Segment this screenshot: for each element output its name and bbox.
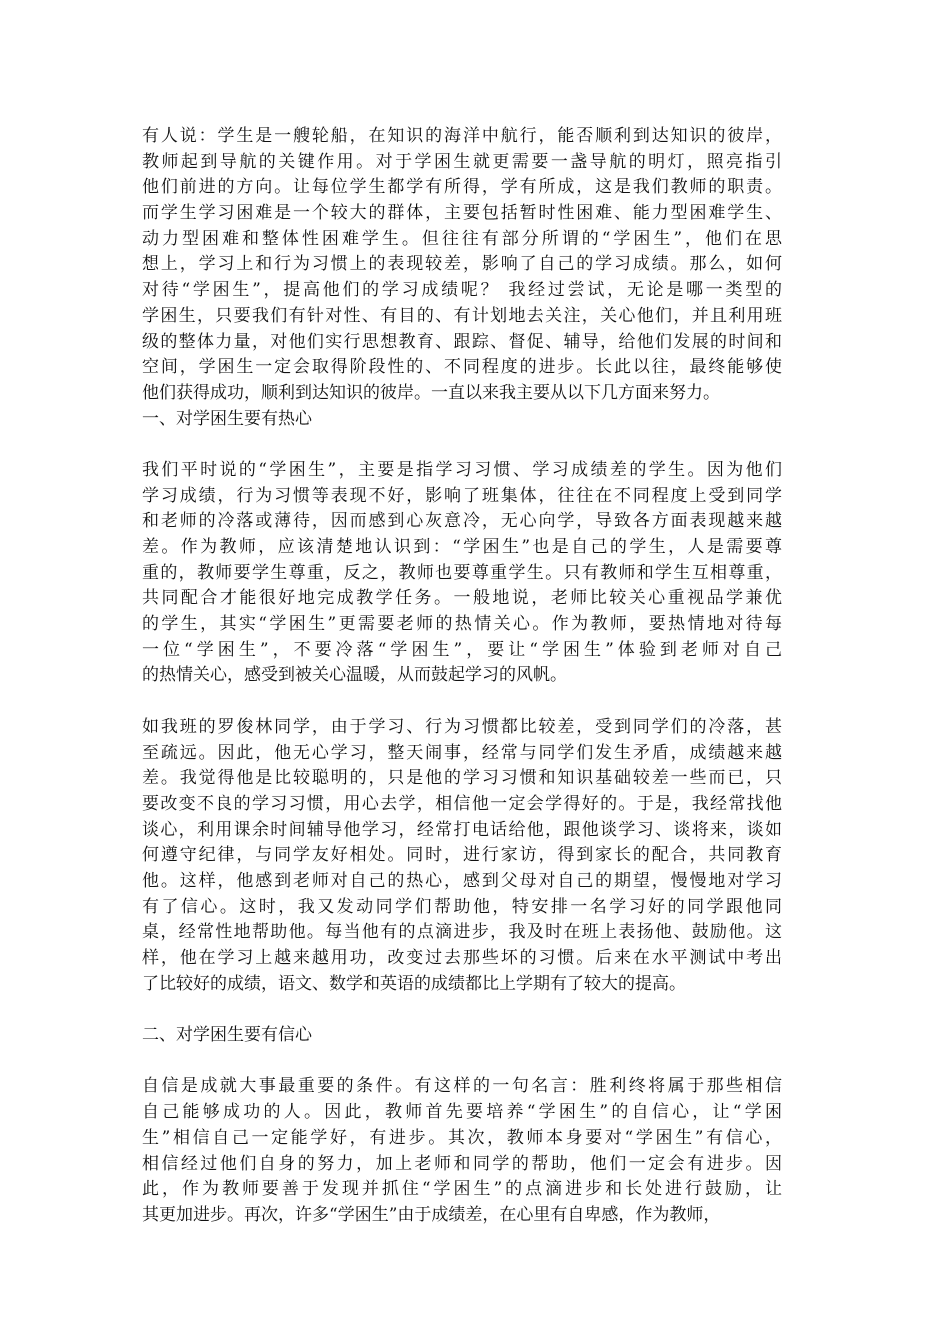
text-line: 共同配合才能很好地完成教学任务。一般地说，老师比较关心重视品学兼优 (142, 588, 782, 609)
section-heading-2: 二、对学困生要有信心 (142, 1025, 312, 1046)
text-line: 至疏远。因此，他无心学习，整天闹事，经常与同学们发生矛盾，成绩越来越 (142, 742, 782, 763)
text-line: 重的，教师要学生尊重，反之，教师也要尊重学生。只有教师和学生互相尊重， (142, 562, 782, 583)
text-line: 想上，学习上和行为习惯上的表现较差，影响了自己的学习成绩。那么，如何 (142, 254, 782, 275)
section-2-paragraph-1 (142, 1074, 782, 1228)
text-line: 何遵守纪律，与同学友好相处。同时，进行家访，得到家长的配合，共同教育 (142, 845, 782, 866)
text-line: 对待“学困生”，提高他们的学习成绩呢？ 我经过尝试，无论是哪一类型的 (142, 280, 782, 301)
text-line: 他们前进的方向。让每位学生都学有所得，学有所成，这是我们教师的职责。 (142, 177, 782, 198)
text-line: 有了信心。这时，我又发动同学们帮助他，特安排一名学习好的同学跟他同 (142, 896, 782, 917)
text-line: 一位“学困生”，不要冷落“学困生”，要让“学困生”体验到老师对自己 (142, 639, 782, 660)
text-line: 有人说：学生是一艘轮船，在知识的海洋中航行，能否顺利到达知识的彼岸， (142, 126, 782, 146)
text-line: 了比较好的成绩，语文、数学和英语的成绩都比上学期有了较大的提高。 (142, 973, 686, 994)
text-line: 自信是成就大事最重要的条件。有这样的一句名言：胜利终将属于那些相信 (142, 1076, 782, 1097)
text-line: 的学生，其实“学困生”更需要老师的热情关心。作为教师，要热情地对待每 (142, 614, 782, 635)
text-line: 差。作为教师，应该清楚地认识到：“学困生”也是自己的学生，人是需要尊 (142, 537, 782, 557)
text-line: 动力型困难和整体性困难学生。但往往有部分所谓的“学困生”，他们在思 (142, 228, 782, 249)
section-heading-1: 一、对学困生要有热心 (142, 408, 312, 429)
section-1-paragraph-1 (142, 458, 782, 689)
text-line: 要改变不良的学习习惯，用心去学，相信他一定会学得好的。于是，我经常找他 (142, 793, 782, 814)
text-line: 空间，学困生一定会取得阶段性的、不同程度的进步。长此以往，最终能够使 (142, 357, 782, 378)
text-line: 相信经过他们自身的努力，加上老师和同学的帮助，他们一定会有进步。因 (142, 1153, 782, 1174)
paragraph-gap (142, 432, 782, 458)
text-line: 他们获得成功，顺利到达知识的彼岸。一直以来我主要从以下几方面来努力。 (142, 382, 720, 403)
text-line: 谈心，利用课余时间辅导他学习，经常打电话给他，跟他谈学习、谈将来，谈如 (142, 819, 782, 840)
text-line: 他。这样，他感到老师对自己的热心，感到父母对自己的期望，慢慢地对学习 (142, 870, 782, 891)
text-line: 我们平时说的“学困生”，主要是指学习习惯、学习成绩差的学生。因为他们 (142, 459, 782, 480)
paragraph-gap (142, 997, 782, 1023)
intro-paragraph (142, 124, 782, 407)
text-line: 生”相信自己一定能学好，有进步。其次，教师本身要对“学困生”有信心， (142, 1127, 782, 1148)
text-line: 的热情关心，感受到被关心温暖，从而鼓起学习的风帆。 (142, 665, 567, 686)
text-line: 教师起到导航的关键作用。对于学困生就更需要一盏导航的明灯，照亮指引 (142, 151, 782, 172)
text-line: 而学生学习困难是一个较大的群体，主要包括暂时性困难、能力型困难学生、 (142, 203, 782, 224)
text-line: 此，作为教师要善于发现并抓住“学困生”的点滴进步和长处进行鼓励，让 (142, 1179, 782, 1200)
paragraph-gap (142, 689, 782, 715)
text-line: 和老师的冷落或薄待，因而感到心灰意冷，无心向学，导致各方面表现越来越 (142, 511, 782, 532)
text-line: 学习成绩，行为习惯等表现不好，影响了班集体，往往在不同程度上受到同学 (142, 485, 782, 506)
text-line: 桌，经常性地帮助他。每当他有的点滴进步，我及时在班上表扬他、鼓励他。这 (142, 922, 782, 943)
text-line: 级的整体力量，对他们实行思想教育、跟踪、督促、辅导，给他们发展的时间和 (142, 331, 782, 352)
text-line: 其更加进步。再次，许多“学困生”由于成绩差，在心里有自卑感，作为教师， (142, 1204, 721, 1225)
text-line: 自己能够成功的人。因此，教师首先要培养“学困生”的自信心，让“学困 (142, 1102, 782, 1123)
text-line: 学困生，只要我们有针对性、有目的、有计划地去关注，关心他们，并且利用班 (142, 305, 782, 326)
text-line: 样，他在学习上越来越用功，改变过去那些坏的习惯。后来在水平测试中考出 (142, 948, 782, 968)
document-page (142, 124, 782, 1229)
text-line: 差。我觉得他是比较聪明的，只是他的学习习惯和知识基础较差一些而已，只 (142, 768, 782, 789)
section-1-paragraph-2 (142, 715, 782, 998)
paragraph-gap (142, 1049, 782, 1075)
text-line: 如我班的罗俊林同学，由于学习、行为习惯都比较差，受到同学们的冷落，甚 (142, 716, 782, 737)
